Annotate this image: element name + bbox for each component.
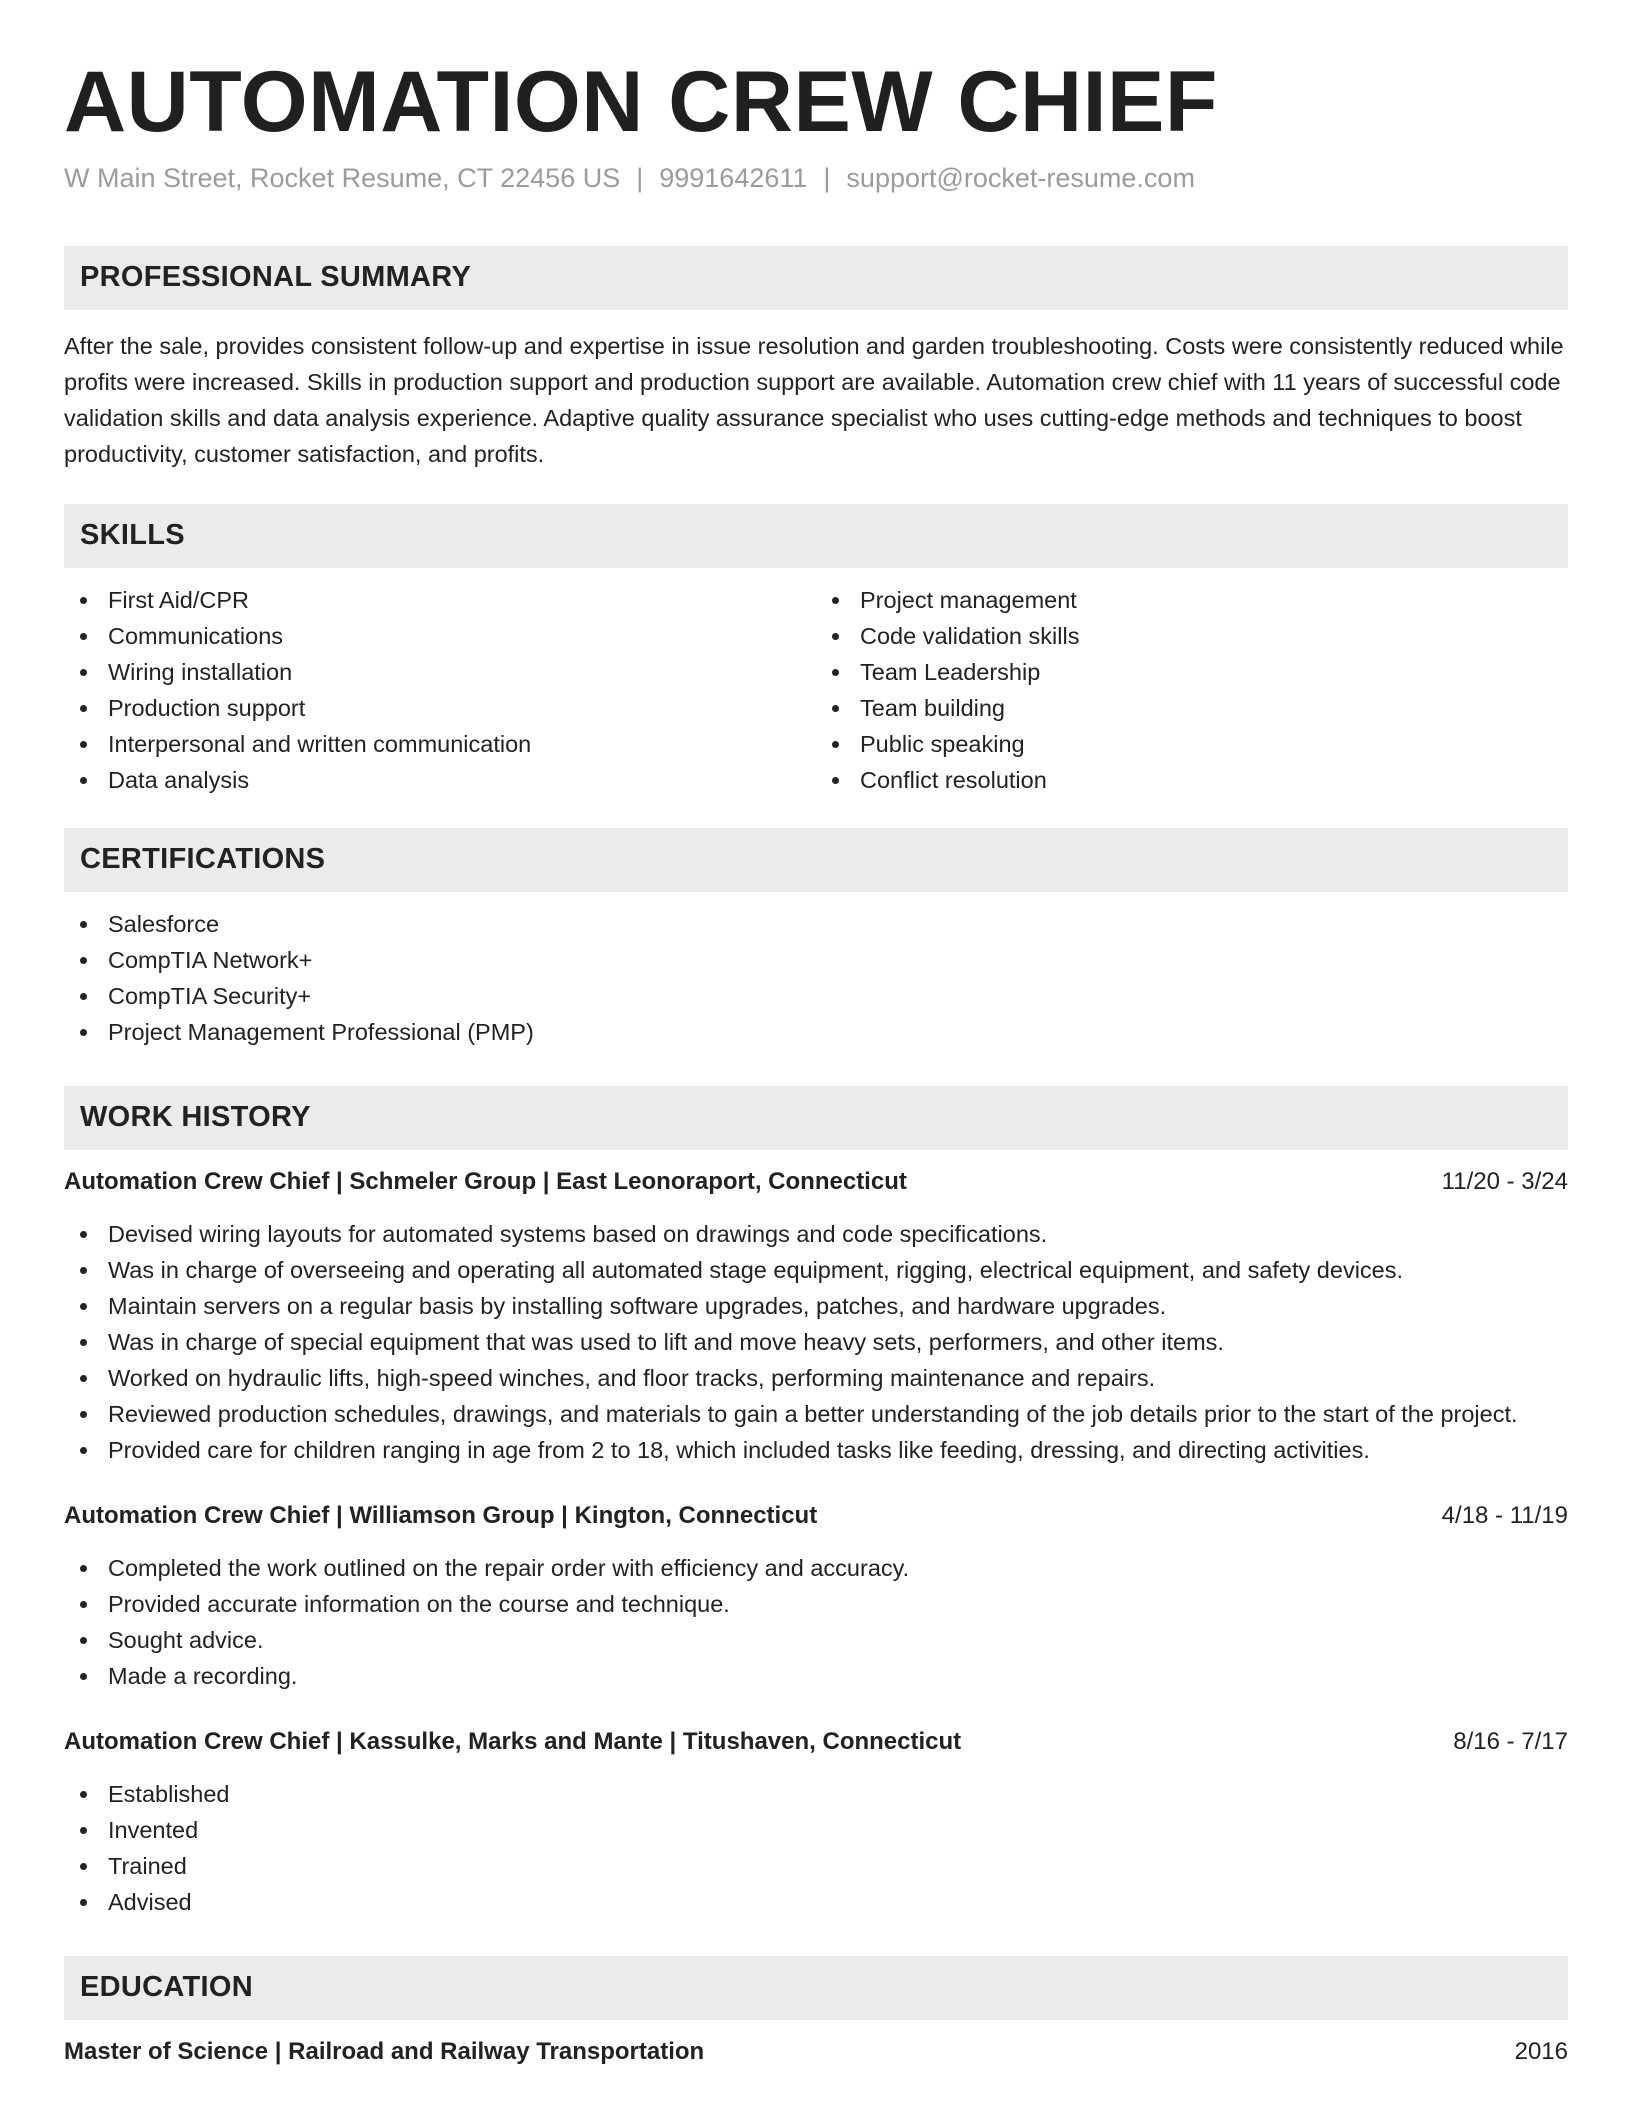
job-entry [64, 1498, 1568, 1694]
job-bullet: Was in charge of overseeing and operating all automated stage equipment, rigging, electrical equipment, and safety devices. [64, 1252, 1568, 1288]
summary-text: After the sale, provides consistent follow-up and expertise in issue resolution and garden troubleshooting. Costs were consistently reduced while profits were increased. Skills in production support and production support are available. Automation crew chief with 11 years of successful code validation skills and data analysis experience. Adaptive quality assurance specialist who uses cutting-edge methods and techniques to boost productivity, customer satisfaction, and profits. [64, 332, 1564, 467]
job-bullet: Was in charge of special equipment that was used to lift and move heavy sets, performers, and other items. [64, 1324, 1568, 1360]
contact-phone: 9991642611 [659, 162, 808, 193]
skill-item: Code validation skills [816, 618, 1568, 654]
skill-item: First Aid/CPR [64, 582, 816, 618]
job-title: Automation Crew Chief | Williamson Group | Kington, Connecticut [64, 1501, 818, 1529]
skill-item: Communications [64, 618, 816, 654]
job-bullet: Provided accurate information on the course and technique. [64, 1586, 1568, 1622]
skills-section [64, 504, 1568, 798]
skill-item: Data analysis [64, 762, 816, 798]
job-dates: 11/20 - 3/24 [1441, 1167, 1568, 1195]
contact-email: support@rocket-resume.com [846, 162, 1195, 193]
job-entry [64, 1724, 1568, 1920]
job-bullet: Made a recording. [64, 1658, 1568, 1694]
skills-list-right [816, 582, 1568, 798]
skill-item: Project management [816, 582, 1568, 618]
work-history-heading: WORK HISTORY [64, 1086, 1568, 1150]
skill-item: Wiring installation [64, 654, 816, 690]
certifications-list [64, 906, 1568, 1050]
resume-name: AUTOMATION CREW CHIEF [64, 54, 1218, 150]
education-entry-title: Master of Science | Railroad and Railway Transportation [64, 2037, 705, 2065]
skill-item: Interpersonal and written communication [64, 726, 816, 762]
skills-list-left [64, 582, 816, 798]
education-section [64, 1956, 1568, 2070]
job-bullet: Worked on hydraulic lifts, high-speed winches, and floor tracks, performing maintenance and repairs. [64, 1360, 1568, 1396]
job-bullet: Trained [64, 1848, 1568, 1884]
skills-heading: SKILLS [64, 504, 1568, 568]
summary-section [64, 246, 1568, 472]
education-entry-date: 2016 [1514, 2037, 1568, 2065]
certifications-heading: CERTIFICATIONS [64, 828, 1568, 892]
summary-heading: PROFESSIONAL SUMMARY [64, 246, 1568, 310]
job-dates: 4/18 - 11/19 [1441, 1501, 1568, 1529]
job-dates: 8/16 - 7/17 [1453, 1727, 1568, 1755]
contact-separator: | [636, 162, 644, 193]
job-entry [64, 1164, 1568, 1468]
job-bullet: Established [64, 1776, 1568, 1812]
job-bullet: Devised wiring layouts for automated systems based on drawings and code specifications. [64, 1216, 1568, 1252]
skill-item: Team building [816, 690, 1568, 726]
education-heading: EDUCATION [64, 1956, 1568, 2020]
skill-item: Production support [64, 690, 816, 726]
contact-separator: | [823, 162, 831, 193]
job-bullet: Maintain servers on a regular basis by installing software upgrades, patches, and hardware upgrades. [64, 1288, 1568, 1324]
certification-item: CompTIA Security+ [64, 978, 1568, 1014]
job-bullets [64, 1776, 1568, 1920]
job-bullet: Invented [64, 1812, 1568, 1848]
certification-item: CompTIA Network+ [64, 942, 1568, 978]
skill-item: Conflict resolution [816, 762, 1568, 798]
certification-item: Salesforce [64, 906, 1568, 942]
certifications-section [64, 828, 1568, 1050]
job-bullet: Sought advice. [64, 1622, 1568, 1658]
contact-address: W Main Street, Rocket Resume, CT 22456 US [64, 162, 621, 193]
job-bullets [64, 1216, 1568, 1468]
job-title: Automation Crew Chief | Schmeler Group | East Leonoraport, Connecticut [64, 1167, 907, 1195]
job-bullet: Provided care for children ranging in age from 2 to 18, which included tasks like feeding, dressing, and directing activities. [64, 1432, 1568, 1468]
skill-item: Public speaking [816, 726, 1568, 762]
job-bullet: Reviewed production schedules, drawings, and materials to gain a better understanding of the job details prior to the start of the project. [64, 1396, 1568, 1432]
contact-line [64, 161, 1568, 196]
job-title: Automation Crew Chief | Kassulke, Marks and Mante | Titushaven, Connecticut [64, 1727, 962, 1755]
job-bullets [64, 1550, 1568, 1694]
skill-item: Team Leadership [816, 654, 1568, 690]
job-bullet: Completed the work outlined on the repair order with efficiency and accuracy. [64, 1550, 1568, 1586]
work-history-section [64, 1086, 1568, 1920]
job-bullet: Advised [64, 1884, 1568, 1920]
certification-item: Project Management Professional (PMP) [64, 1014, 1568, 1050]
